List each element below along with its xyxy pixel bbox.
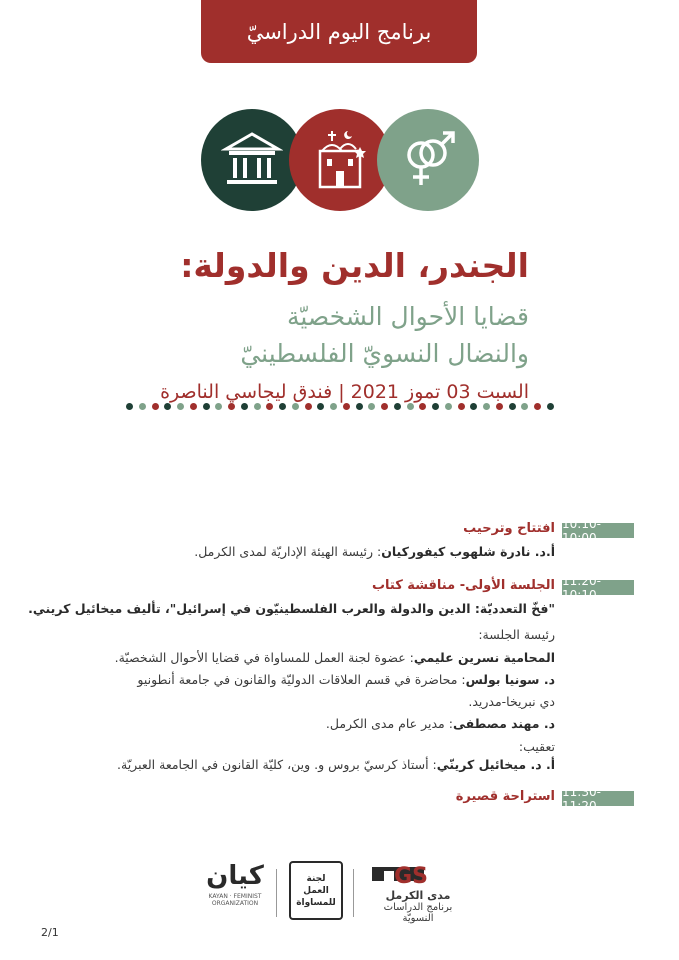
- partner-logos: [0, 855, 679, 925]
- divider-dot: [470, 403, 477, 410]
- mada-logo: [369, 861, 467, 929]
- mada-gs-mark-icon: [370, 861, 466, 887]
- divider-dot: [190, 403, 197, 410]
- chair-role: : عضوة لجنة العمل للمساواة في قضايا الأحوال الشخصيّة.: [114, 650, 414, 665]
- divider-dot: [509, 403, 516, 410]
- divider-dot: [292, 403, 299, 410]
- speaker-role: : رئيسة الهيئة الإداريّة لمدى الكرمل.: [194, 544, 382, 559]
- program-banner: [201, 0, 477, 63]
- chair-label: رئيسة الجلسة:: [478, 627, 555, 642]
- divider-dot: [521, 403, 528, 410]
- mada-name: مدى الكرمل: [385, 889, 451, 902]
- book-title: "فخّ التعدديّة: الدين والدولة والعرب الفلسطينيّون في إسرائيل"، تأليف ميخائيل كريني.: [28, 601, 555, 616]
- respondent-name: أ. د. ميخائيل كرينّي: [436, 757, 555, 772]
- session-heading: الجلسة الأولى- مناقشة كتاب: [371, 578, 555, 593]
- speaker-name: أ.د. نادرة شلهوب كيفوركيان: [381, 544, 555, 559]
- divider-dot: [254, 403, 261, 410]
- divider-dot: [534, 403, 541, 410]
- time-badge: 10:10-10:00: [562, 523, 634, 538]
- subtitle-line-2: والنضال النسويّ الفلسطينيّ: [240, 339, 529, 368]
- divider-dot: [445, 403, 452, 410]
- page-number: 2/1: [41, 926, 59, 939]
- divider-dot: [407, 403, 414, 410]
- divider-dot: [343, 403, 350, 410]
- government-circle: [201, 109, 303, 211]
- divider-dot: [266, 403, 273, 410]
- divider-dot: [330, 403, 337, 410]
- divider-dot: [458, 403, 465, 410]
- religion-circle: [289, 109, 391, 211]
- divider-dot: [547, 403, 554, 410]
- divider-dot: [203, 403, 210, 410]
- main-title: الجندر، الدين والدولة:: [180, 246, 529, 285]
- divider-dot: [368, 403, 375, 410]
- session-heading: افتتاح وترحيب: [463, 521, 555, 536]
- divider-dot: [496, 403, 503, 410]
- divider-dot: [152, 403, 159, 410]
- panelist-role-cont: دي نبريخا-مدريد.: [468, 694, 555, 709]
- lajna-line-3: للمساواة: [296, 897, 336, 908]
- panelist-role: : مدير عام مدى الكرمل.: [325, 716, 453, 731]
- divider-dot: [279, 403, 286, 410]
- divider-dot: [305, 403, 312, 410]
- gs-mark-text: GS: [394, 864, 428, 887]
- lajna-line-1: لجنة: [306, 873, 326, 884]
- date-venue: السبت 03 تموز 2021 | فندق ليجاسي الناصرة: [160, 381, 529, 403]
- divider-dot: [483, 403, 490, 410]
- banner-title: برنامج اليوم الدراسيّ: [246, 19, 432, 44]
- response-label: تعقيب:: [518, 739, 555, 754]
- divider-dot: [228, 403, 235, 410]
- dotted-divider: [126, 403, 554, 411]
- panelist-line: [137, 672, 555, 687]
- time-badge: 11:30-11:20: [562, 791, 634, 806]
- divider-dot: [164, 403, 171, 410]
- gender-circle: [377, 109, 479, 211]
- session-heading: استراحة قصيرة: [455, 789, 555, 804]
- respondent-role: : أستاذ كرسيّ بروس و. وين، كليّة القانون في الجامعة العبريّة.: [117, 757, 437, 772]
- kayan-name: كيان: [206, 861, 264, 891]
- religion-buildings-icon: [310, 127, 370, 193]
- logo-separator: [353, 869, 354, 917]
- divider-dot: [381, 403, 388, 410]
- logo-separator: [276, 869, 277, 917]
- divider-dot: [356, 403, 363, 410]
- panelist-name: د. سونيا بولس: [465, 672, 555, 687]
- speaker-line: [194, 544, 555, 559]
- chair-name: المحامية نسرين عليمي: [413, 650, 555, 665]
- response-line: [117, 757, 555, 772]
- mada-program: برنامج الدراسات النسويّة: [383, 902, 453, 924]
- divider-dot: [432, 403, 439, 410]
- kayan-logo: [200, 859, 270, 921]
- chair-line: [115, 650, 555, 665]
- divider-dot: [419, 403, 426, 410]
- kayan-tagline: KAYAN · FEMINIST ORGANIZATION: [208, 893, 262, 907]
- divider-dot: [241, 403, 248, 410]
- theme-circles: [201, 109, 479, 217]
- divider-dot: [394, 403, 401, 410]
- divider-dot: [317, 403, 324, 410]
- gender-symbols-icon: [397, 129, 459, 191]
- subtitle-line-1: قضايا الأحوال الشخصيّة: [286, 302, 529, 331]
- panelist-role: : محاضرة في قسم العلاقات الدوليّة والقانون في جامعة أنطونيو: [137, 672, 466, 687]
- panelist-name: د. مهند مصطفى: [452, 716, 555, 731]
- government-building-icon: [221, 131, 283, 189]
- panelist-line: [326, 716, 555, 731]
- lajna-logo: [289, 861, 343, 920]
- time-badge: 11:20-10:10: [562, 580, 634, 595]
- divider-dot: [126, 403, 133, 410]
- lajna-line-2: العمل: [303, 885, 329, 896]
- divider-dot: [139, 403, 146, 410]
- divider-dot: [215, 403, 222, 410]
- divider-dot: [177, 403, 184, 410]
